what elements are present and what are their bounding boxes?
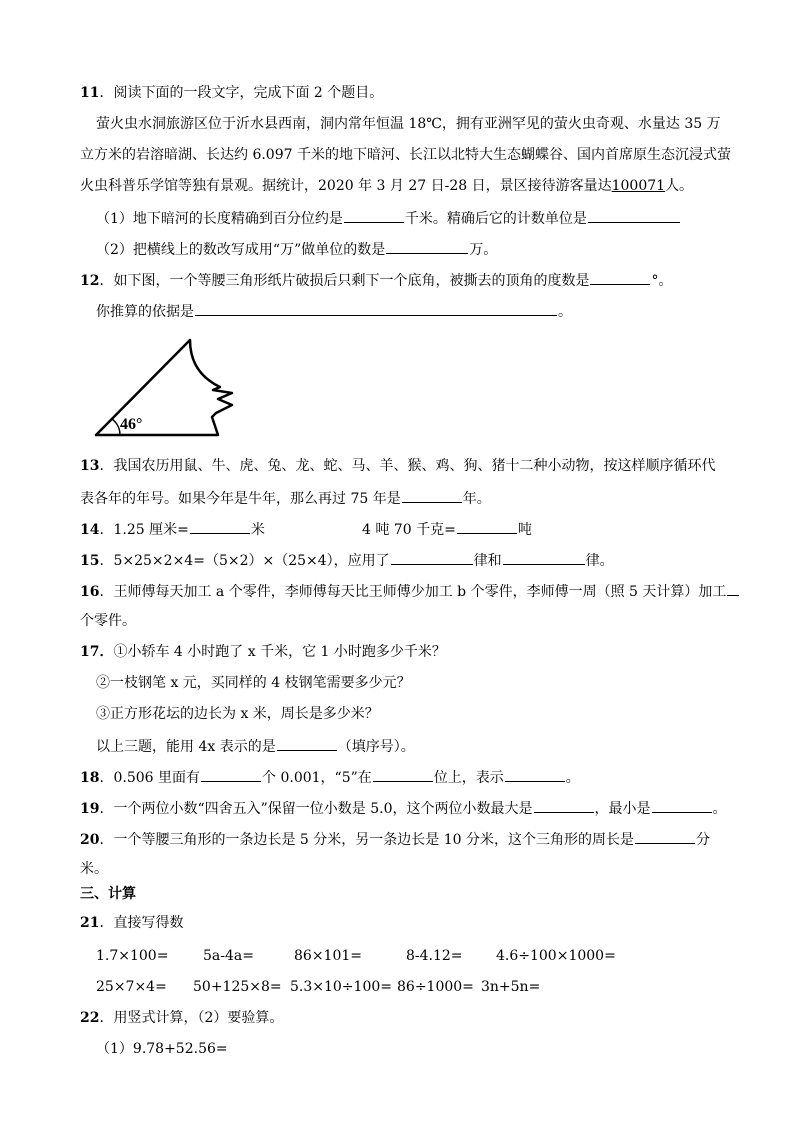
q11-passage-line1: 萤火虫水洞旅游区位于沂水县西南，洞内常年恒温 18℃，拥有亚洲罕见的萤火虫奇观、水量达 35 万: [96, 116, 721, 132]
circled-3: ③: [96, 706, 110, 722]
q14-number: 14: [80, 522, 100, 538]
answer-blank[interactable]: [386, 238, 468, 254]
q16-number: 16: [80, 584, 100, 600]
q20-line2: 米。: [80, 861, 108, 877]
answer-blank[interactable]: [590, 269, 650, 285]
q11-sub2: （2）把横线上的数改写成用“万”做单位的数是 万。: [96, 238, 497, 260]
q13-number: 13: [80, 458, 100, 474]
q21-number: 21: [80, 915, 100, 931]
answer-blank[interactable]: [391, 549, 473, 565]
q13-line1: 13．我国农历用鼠、牛、虎、兔、龙、蛇、马、羊、猴、鸡、狗、猪十二种小动物，按这样顺序循环代: [80, 458, 716, 474]
answer-blank[interactable]: [652, 797, 712, 813]
q20-number: 20: [80, 832, 100, 848]
answer-blank[interactable]: [277, 735, 337, 751]
answer-blank[interactable]: [503, 549, 585, 565]
q22-number: 22: [80, 1010, 100, 1026]
q12-line2: 你推算的依据是 。: [96, 300, 572, 322]
calc-item: 1.7×100=: [96, 948, 169, 964]
calc-item: 5a-4a=: [203, 948, 254, 964]
q15-line: 15．5×25×2×4=（5×2）×（25×4），应用了 律和 律。: [80, 549, 614, 571]
answer-blank[interactable]: [534, 797, 594, 813]
calc-item: 50+125×8=: [193, 979, 282, 995]
answer-blank[interactable]: [402, 487, 462, 503]
answer-blank[interactable]: [727, 580, 739, 596]
q11-sub1: （1）地下暗河的长度精确到百分位约是 千米。精确后它的计数单位是: [96, 207, 681, 229]
calc-item: 5.3×10÷100=: [290, 979, 392, 995]
calc-item: 86÷1000=: [397, 979, 474, 995]
q11-number: 11: [80, 85, 100, 101]
q22-part1: （1）9.78+52.56=: [96, 1041, 228, 1057]
q17-number: 17: [80, 644, 100, 660]
q17-item3: ③正方形花坛的边长为 x 米，周长是多少米？: [96, 706, 379, 722]
angle-label: 46°: [120, 416, 143, 433]
answer-blank[interactable]: [635, 828, 695, 844]
q11-passage-line2: 立方米的岩溶暗湖、长达约 6.097 千米的地下暗河、长江以北特大生态蝴蝶谷、国内首席原生态沉浸式萤: [80, 147, 731, 163]
calc-item: 8-4.12=: [406, 948, 463, 964]
circled-1: ①: [113, 644, 128, 660]
q22-title: 22．用竖式计算，（2）要验算。: [80, 1010, 284, 1026]
q12-number: 12: [80, 273, 100, 289]
q19-line: 19．一个两位小数“四舍五入”保留一位小数是 5.0，这个两位小数最大是 ，最小是 。: [80, 797, 727, 819]
section-title-calc: 三、计算: [80, 886, 136, 902]
q17-item1: 17．①小轿车 4 小时跑了 x 千米，它 1 小时跑多少千米？: [80, 644, 446, 660]
q16-line1: 16．王师傅每天加工 a 个零件，李师傅每天比王师傅少加工 b 个零件，李师傅一周（照 5 天计算）加工: [80, 580, 740, 602]
answer-blank[interactable]: [588, 207, 680, 223]
answer-blank[interactable]: [190, 518, 250, 534]
q11-passage-line3: 火虫科普乐学馆等独有景观。据统计，2020 年 3 月 27 日-28 日，景区接待游客量达100071人。: [80, 178, 694, 194]
circled-2: ②: [96, 675, 110, 691]
calc-item: 25×7×4=: [96, 979, 167, 995]
answer-blank[interactable]: [457, 518, 517, 534]
q20-line1: 20．一个等腰三角形的一条边长是 5 分米，另一条边长是 10 分米，这个三角形的周长是 分: [80, 828, 710, 850]
answer-blank[interactable]: [344, 207, 404, 223]
q12-line1: 12．如下图，一个等腰三角形纸片破损后只剩下一个底角，被撕去的顶角的度数是 °。: [80, 269, 672, 291]
calc-item: 4.6÷100×1000=: [496, 948, 616, 964]
q18-number: 18: [80, 770, 100, 786]
q17-question: 以上三题，能用 4x 表示的是 （填序号）。: [96, 735, 415, 757]
q19-number: 19: [80, 801, 100, 817]
calc-item: 86×101=: [294, 948, 362, 964]
torn-triangle-figure: [90, 335, 250, 440]
answer-blank[interactable]: [201, 766, 261, 782]
q16-line2: 个零件。: [80, 613, 136, 629]
underlined-number: 100071: [611, 178, 666, 194]
calc-item: 3n+5n=: [481, 979, 541, 995]
q21-title: 21．直接写得数: [80, 915, 184, 931]
q11-intro: 11．阅读下面的一段文字，完成下面 2 个题目。: [80, 85, 384, 101]
q17-item2: ②一枝钢笔 x 元，买同样的 4 枝钢笔需要多少元？: [96, 675, 411, 691]
answer-blank[interactable]: [195, 300, 557, 316]
answer-blank[interactable]: [505, 766, 565, 782]
q15-number: 15: [80, 553, 100, 569]
q14-part2: 4 吨 70 千克= 吨: [362, 518, 532, 540]
q13-line2: 表各年的年号。如果今年是牛年，那么再过 75 年是 年。: [80, 487, 491, 509]
q18-line: 18．0.506 里面有 个 0.001，“5”在 位上，表示 。: [80, 766, 580, 788]
q14-part1: 14．1.25 厘米= 米: [80, 518, 265, 540]
answer-blank[interactable]: [373, 766, 433, 782]
